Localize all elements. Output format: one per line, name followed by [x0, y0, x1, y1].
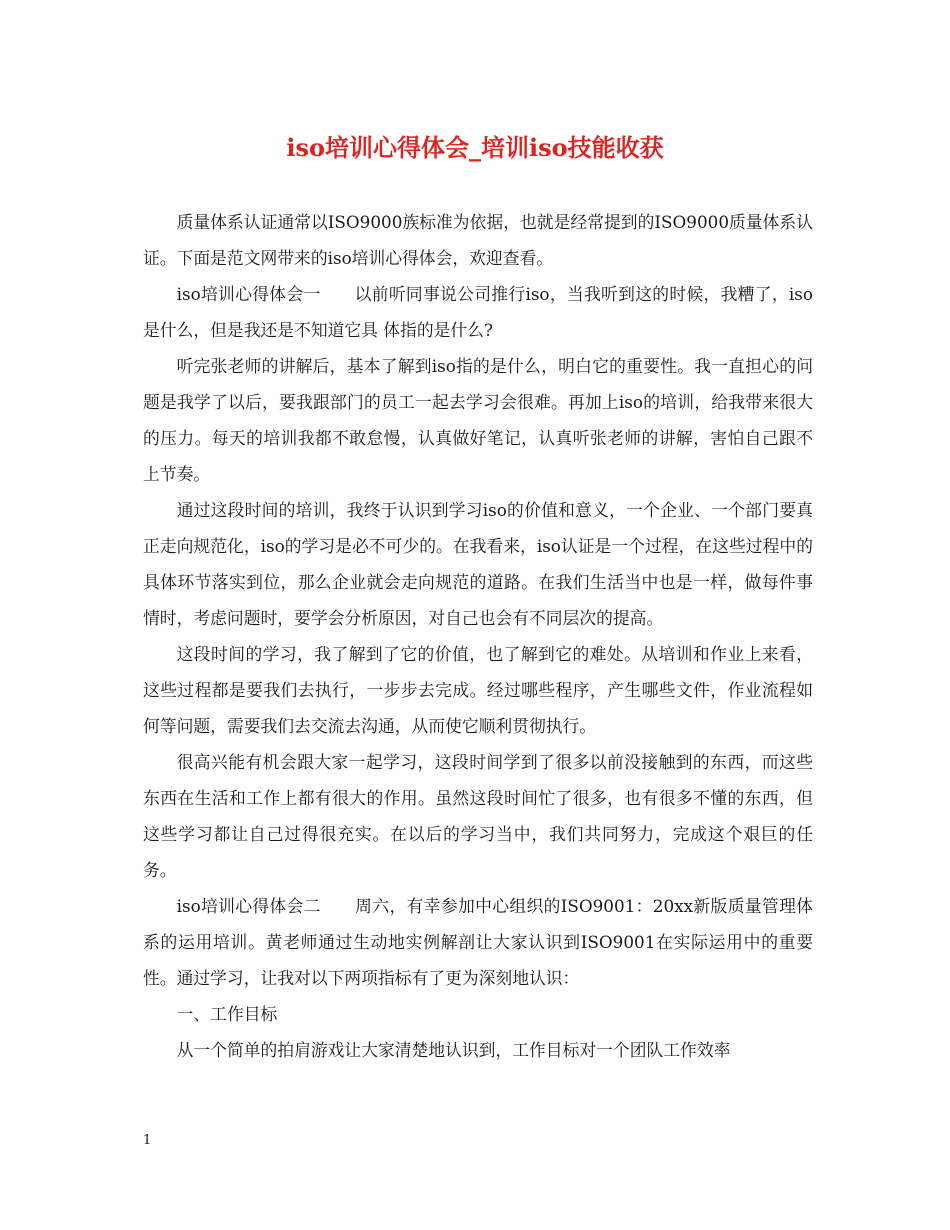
paragraph: iso培训心得体会一 以前听同事说公司推行iso，当我听到这的时候，我糟了，iso是什么，但是我还是不知道它具 体指的是什么?	[143, 284, 813, 340]
document-body	[143, 204, 813, 1068]
paragraph: iso培训心得体会二 周六，有幸参加中心组织的ISO9001：20xx新版质量管理体系的运用培训。黄老师通过生动地实例解剖让大家认识到ISO9001在实际运用中的重要性。通过学习，让我对以下两项指标有了更为深刻地认识：	[143, 896, 813, 988]
paragraph: 通过这段时间的培训，我终于认识到学习iso的价值和意义，一个企业、一个部门要真正走向规范化，iso的学习是必不可少的。在我看来，iso认证是一个过程，在这些过程中的具体环节落实到位，那么企业就会走向规范的道路。在我们生活当中也是一样，做每件事情时，考虑问题时，要学会分析原因，对自己也会有不同层次的提高。	[143, 500, 813, 628]
paragraph: 从一个简单的拍肩游戏让大家清楚地认识到，工作目标对一个团队工作效率	[176, 1040, 731, 1060]
paragraph: 听完张老师的讲解后，基本了解到iso指的是什么，明白它的重要性。我一直担心的问题是我学了以后，要我跟部门的员工一起去学习会很难。再加上iso的培训，给我带来很大的压力。每天的培训我都不敢怠慢，认真做好笔记，认真听张老师的讲解，害怕自己跟不上节奏。	[143, 356, 813, 484]
paragraph: 这段时间的学习，我了解到了它的价值，也了解到它的难处。从培训和作业上来看，这些过程都是要我们去执行，一步步去完成。经过哪些程序，产生哪些文件，作业流程如何等问题，需要我们去交流去沟通，从而使它顺利贯彻执行。	[143, 644, 813, 736]
page-number: 1	[143, 1133, 152, 1148]
paragraph: 很高兴能有机会跟大家一起学习，这段时间学到了很多以前没接触到的东西，而这些东西在生活和工作上都有很大的作用。虽然这段时间忙了很多，也有很多不懂的东西，但这些学习都让自己过得很充实。在以后的学习当中，我们共同努力，完成这个艰巨的任务。	[143, 752, 813, 880]
document-title: iso培训心得体会_培训iso技能收获	[286, 133, 664, 162]
section-heading: 一、工作目标	[176, 1004, 278, 1024]
paragraph: 质量体系认证通常以ISO9000族标准为依据，也就是经常提到的ISO9000质量体系认证。下面是范文网带来的iso培训心得体会，欢迎查看。	[143, 212, 813, 268]
